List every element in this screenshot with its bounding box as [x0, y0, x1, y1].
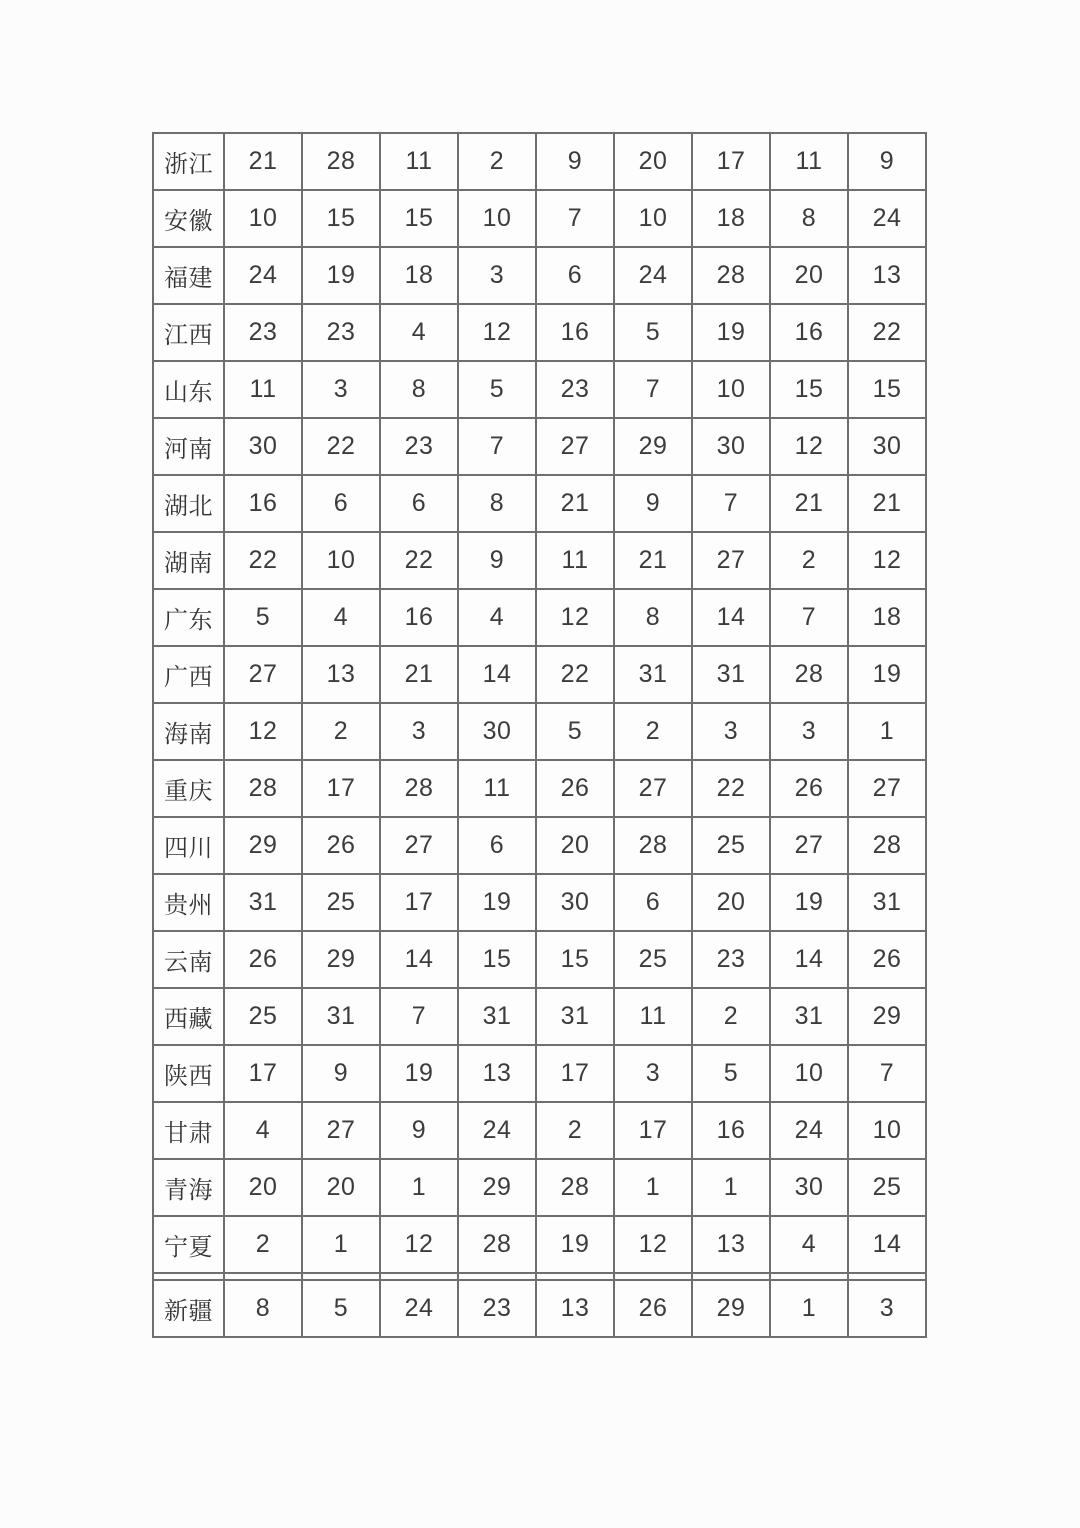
- value-cell: 1: [614, 1159, 692, 1216]
- value-cell: 17: [302, 760, 380, 817]
- province-name-cell: 陕西: [153, 1045, 224, 1102]
- value-cell: 4: [458, 589, 536, 646]
- table-row: [153, 247, 926, 304]
- value-cell: 13: [692, 1216, 770, 1273]
- value-cell: 19: [848, 646, 926, 703]
- value-cell: 28: [770, 646, 848, 703]
- province-name-cell: 海南: [153, 703, 224, 760]
- table-row: [153, 931, 926, 988]
- value-cell: 23: [692, 931, 770, 988]
- value-cell: 8: [614, 589, 692, 646]
- value-cell: 8: [770, 190, 848, 247]
- value-cell: 11: [224, 361, 302, 418]
- value-cell: 25: [848, 1159, 926, 1216]
- value-cell: 26: [770, 760, 848, 817]
- value-cell: 12: [224, 703, 302, 760]
- value-cell: 21: [380, 646, 458, 703]
- table-row: [153, 1216, 926, 1273]
- value-cell: 11: [536, 532, 614, 589]
- value-cell: 25: [224, 988, 302, 1045]
- value-cell: 27: [614, 760, 692, 817]
- value-cell: 12: [614, 1216, 692, 1273]
- value-cell: 31: [848, 874, 926, 931]
- value-cell: 4: [380, 304, 458, 361]
- value-cell: 2: [536, 1102, 614, 1159]
- value-cell: 9: [536, 133, 614, 190]
- value-cell: 3: [380, 703, 458, 760]
- value-cell: 10: [302, 532, 380, 589]
- value-cell: 27: [692, 532, 770, 589]
- value-cell: 27: [380, 817, 458, 874]
- value-cell: 25: [302, 874, 380, 931]
- value-cell: 12: [770, 418, 848, 475]
- province-name-cell: 重庆: [153, 760, 224, 817]
- value-cell: 28: [380, 760, 458, 817]
- value-cell: 31: [614, 646, 692, 703]
- table-row: [153, 874, 926, 931]
- value-cell: 30: [770, 1159, 848, 1216]
- value-cell: 31: [692, 646, 770, 703]
- value-cell: 11: [458, 760, 536, 817]
- spacer-cell: [770, 1273, 848, 1280]
- table-row: [153, 1102, 926, 1159]
- value-cell: 7: [692, 475, 770, 532]
- value-cell: 15: [848, 361, 926, 418]
- value-cell: 19: [302, 247, 380, 304]
- province-name-cell: 湖南: [153, 532, 224, 589]
- province-name-cell: 云南: [153, 931, 224, 988]
- value-cell: 7: [770, 589, 848, 646]
- value-cell: 23: [380, 418, 458, 475]
- value-cell: 22: [692, 760, 770, 817]
- value-cell: 28: [614, 817, 692, 874]
- province-name-cell: 广东: [153, 589, 224, 646]
- value-cell: 29: [614, 418, 692, 475]
- province-name-cell: 青海: [153, 1159, 224, 1216]
- value-cell: 11: [770, 133, 848, 190]
- value-cell: 4: [302, 589, 380, 646]
- value-cell: 7: [458, 418, 536, 475]
- value-cell: 27: [302, 1102, 380, 1159]
- value-cell: 4: [770, 1216, 848, 1273]
- value-cell: 28: [224, 760, 302, 817]
- province-table-body: [153, 133, 926, 1337]
- value-cell: 24: [770, 1102, 848, 1159]
- province-name-cell: 福建: [153, 247, 224, 304]
- province-name-cell: 浙江: [153, 133, 224, 190]
- value-cell: 20: [536, 817, 614, 874]
- value-cell: 16: [224, 475, 302, 532]
- table-row: [153, 532, 926, 589]
- province-name-cell: 安徽: [153, 190, 224, 247]
- value-cell: 1: [692, 1159, 770, 1216]
- table-row: [153, 418, 926, 475]
- value-cell: 13: [302, 646, 380, 703]
- value-cell: 17: [380, 874, 458, 931]
- value-cell: 6: [302, 475, 380, 532]
- value-cell: 9: [380, 1102, 458, 1159]
- value-cell: 2: [458, 133, 536, 190]
- value-cell: 24: [458, 1102, 536, 1159]
- value-cell: 15: [770, 361, 848, 418]
- value-cell: 20: [302, 1159, 380, 1216]
- table-row: [153, 1280, 926, 1337]
- spacer-cell: [380, 1273, 458, 1280]
- value-cell: 25: [692, 817, 770, 874]
- value-cell: 10: [692, 361, 770, 418]
- value-cell: 11: [614, 988, 692, 1045]
- value-cell: 28: [536, 1159, 614, 1216]
- value-cell: 5: [692, 1045, 770, 1102]
- table-row: [153, 760, 926, 817]
- value-cell: 2: [224, 1216, 302, 1273]
- value-cell: 27: [536, 418, 614, 475]
- value-cell: 24: [614, 247, 692, 304]
- province-name-cell: 贵州: [153, 874, 224, 931]
- value-cell: 23: [302, 304, 380, 361]
- value-cell: 14: [692, 589, 770, 646]
- value-cell: 17: [692, 133, 770, 190]
- value-cell: 7: [614, 361, 692, 418]
- value-cell: 26: [224, 931, 302, 988]
- value-cell: 20: [614, 133, 692, 190]
- value-cell: 8: [380, 361, 458, 418]
- value-cell: 8: [224, 1280, 302, 1337]
- province-name-cell: 湖北: [153, 475, 224, 532]
- value-cell: 18: [380, 247, 458, 304]
- value-cell: 7: [380, 988, 458, 1045]
- value-cell: 10: [458, 190, 536, 247]
- value-cell: 31: [302, 988, 380, 1045]
- table-row: [153, 589, 926, 646]
- value-cell: 10: [848, 1102, 926, 1159]
- value-cell: 26: [614, 1280, 692, 1337]
- value-cell: 21: [848, 475, 926, 532]
- value-cell: 29: [848, 988, 926, 1045]
- value-cell: 15: [302, 190, 380, 247]
- value-cell: 29: [302, 931, 380, 988]
- value-cell: 6: [458, 817, 536, 874]
- value-cell: 24: [224, 247, 302, 304]
- value-cell: 2: [302, 703, 380, 760]
- value-cell: 20: [770, 247, 848, 304]
- table-row: [153, 304, 926, 361]
- value-cell: 18: [848, 589, 926, 646]
- value-cell: 30: [848, 418, 926, 475]
- value-cell: 14: [380, 931, 458, 988]
- value-cell: 25: [614, 931, 692, 988]
- value-cell: 22: [380, 532, 458, 589]
- province-name-cell: 河南: [153, 418, 224, 475]
- value-cell: 15: [458, 931, 536, 988]
- value-cell: 19: [692, 304, 770, 361]
- value-cell: 18: [692, 190, 770, 247]
- value-cell: 9: [614, 475, 692, 532]
- value-cell: 28: [458, 1216, 536, 1273]
- value-cell: 19: [380, 1045, 458, 1102]
- table-row: [153, 190, 926, 247]
- value-cell: 5: [614, 304, 692, 361]
- value-cell: 16: [770, 304, 848, 361]
- table-row: [153, 988, 926, 1045]
- spacer-cell: [614, 1273, 692, 1280]
- value-cell: 27: [848, 760, 926, 817]
- value-cell: 6: [380, 475, 458, 532]
- value-cell: 21: [536, 475, 614, 532]
- value-cell: 22: [536, 646, 614, 703]
- value-cell: 3: [458, 247, 536, 304]
- value-cell: 31: [458, 988, 536, 1045]
- value-cell: 16: [536, 304, 614, 361]
- province-name-cell: 四川: [153, 817, 224, 874]
- value-cell: 9: [458, 532, 536, 589]
- value-cell: 3: [848, 1280, 926, 1337]
- value-cell: 21: [770, 475, 848, 532]
- province-name-cell: 江西: [153, 304, 224, 361]
- province-name-cell: 山东: [153, 361, 224, 418]
- value-cell: 19: [458, 874, 536, 931]
- value-cell: 23: [458, 1280, 536, 1337]
- value-cell: 28: [848, 817, 926, 874]
- value-cell: 6: [614, 874, 692, 931]
- value-cell: 1: [770, 1280, 848, 1337]
- value-cell: 13: [458, 1045, 536, 1102]
- value-cell: 6: [536, 247, 614, 304]
- table-row: [153, 646, 926, 703]
- value-cell: 30: [692, 418, 770, 475]
- value-cell: 1: [848, 703, 926, 760]
- value-cell: 27: [224, 646, 302, 703]
- spacer-cell: [153, 1273, 224, 1280]
- value-cell: 13: [848, 247, 926, 304]
- province-name-cell: 西藏: [153, 988, 224, 1045]
- value-cell: 22: [848, 304, 926, 361]
- value-cell: 12: [536, 589, 614, 646]
- value-cell: 19: [770, 874, 848, 931]
- value-cell: 7: [848, 1045, 926, 1102]
- value-cell: 30: [536, 874, 614, 931]
- value-cell: 16: [692, 1102, 770, 1159]
- value-cell: 14: [770, 931, 848, 988]
- value-cell: 12: [380, 1216, 458, 1273]
- value-cell: 2: [692, 988, 770, 1045]
- province-data-table: [152, 132, 927, 1338]
- value-cell: 21: [224, 133, 302, 190]
- value-cell: 20: [224, 1159, 302, 1216]
- table-page-break-spacer: [153, 1273, 926, 1280]
- value-cell: 9: [848, 133, 926, 190]
- value-cell: 26: [302, 817, 380, 874]
- value-cell: 24: [380, 1280, 458, 1337]
- value-cell: 5: [224, 589, 302, 646]
- value-cell: 16: [380, 589, 458, 646]
- value-cell: 3: [770, 703, 848, 760]
- value-cell: 19: [536, 1216, 614, 1273]
- value-cell: 10: [770, 1045, 848, 1102]
- value-cell: 22: [224, 532, 302, 589]
- value-cell: 26: [536, 760, 614, 817]
- table-row: [153, 1159, 926, 1216]
- value-cell: 13: [536, 1280, 614, 1337]
- value-cell: 31: [224, 874, 302, 931]
- value-cell: 10: [224, 190, 302, 247]
- value-cell: 30: [224, 418, 302, 475]
- value-cell: 12: [458, 304, 536, 361]
- value-cell: 10: [614, 190, 692, 247]
- value-cell: 20: [692, 874, 770, 931]
- value-cell: 22: [302, 418, 380, 475]
- value-cell: 1: [302, 1216, 380, 1273]
- value-cell: 30: [458, 703, 536, 760]
- spacer-cell: [302, 1273, 380, 1280]
- value-cell: 23: [536, 361, 614, 418]
- value-cell: 15: [380, 190, 458, 247]
- value-cell: 17: [614, 1102, 692, 1159]
- value-cell: 24: [848, 190, 926, 247]
- table-row: [153, 817, 926, 874]
- value-cell: 29: [458, 1159, 536, 1216]
- province-name-cell: 广西: [153, 646, 224, 703]
- value-cell: 26: [848, 931, 926, 988]
- value-cell: 28: [302, 133, 380, 190]
- province-name-cell: 甘肃: [153, 1102, 224, 1159]
- spacer-cell: [848, 1273, 926, 1280]
- value-cell: 29: [224, 817, 302, 874]
- spacer-cell: [458, 1273, 536, 1280]
- value-cell: 23: [224, 304, 302, 361]
- table-row: [153, 703, 926, 760]
- value-cell: 31: [536, 988, 614, 1045]
- spacer-cell: [536, 1273, 614, 1280]
- value-cell: 21: [614, 532, 692, 589]
- value-cell: 3: [614, 1045, 692, 1102]
- province-name-cell: 新疆: [153, 1280, 224, 1337]
- value-cell: 17: [224, 1045, 302, 1102]
- value-cell: 5: [302, 1280, 380, 1337]
- value-cell: 14: [458, 646, 536, 703]
- value-cell: 28: [692, 247, 770, 304]
- value-cell: 12: [848, 532, 926, 589]
- value-cell: 31: [770, 988, 848, 1045]
- value-cell: 5: [536, 703, 614, 760]
- value-cell: 3: [692, 703, 770, 760]
- value-cell: 17: [536, 1045, 614, 1102]
- value-cell: 2: [770, 532, 848, 589]
- value-cell: 4: [224, 1102, 302, 1159]
- value-cell: 8: [458, 475, 536, 532]
- spacer-cell: [224, 1273, 302, 1280]
- value-cell: 3: [302, 361, 380, 418]
- table-row: [153, 361, 926, 418]
- table-row: [153, 475, 926, 532]
- spacer-cell: [692, 1273, 770, 1280]
- table-row: [153, 1045, 926, 1102]
- value-cell: 15: [536, 931, 614, 988]
- value-cell: 29: [692, 1280, 770, 1337]
- value-cell: 9: [302, 1045, 380, 1102]
- value-cell: 5: [458, 361, 536, 418]
- value-cell: 11: [380, 133, 458, 190]
- table-row: [153, 133, 926, 190]
- value-cell: 27: [770, 817, 848, 874]
- province-name-cell: 宁夏: [153, 1216, 224, 1273]
- value-cell: 2: [614, 703, 692, 760]
- value-cell: 7: [536, 190, 614, 247]
- value-cell: 1: [380, 1159, 458, 1216]
- value-cell: 14: [848, 1216, 926, 1273]
